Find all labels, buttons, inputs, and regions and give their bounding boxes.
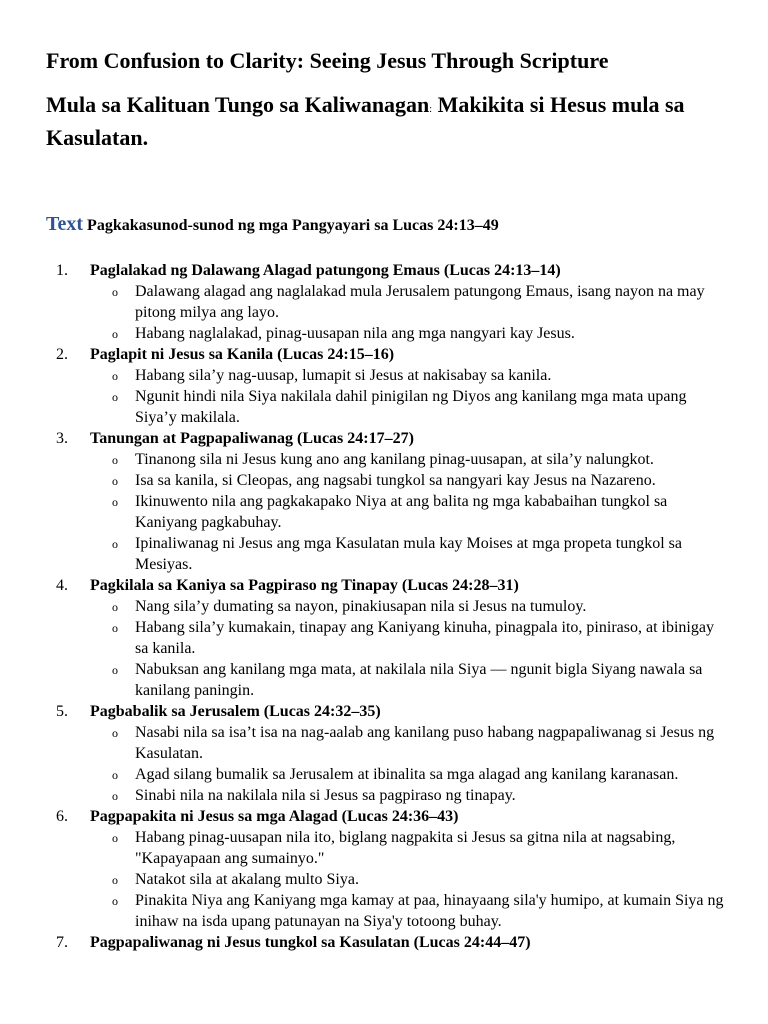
event-item — [0, 428, 768, 575]
event-point — [90, 596, 725, 617]
event-point — [90, 323, 725, 344]
event-title: Pagbabalik sa Jerusalem (Lucas 24:32–35) — [90, 703, 381, 720]
bullet-marker: o — [112, 390, 118, 404]
event-point-text: Nang sila’y dumating sa nayon, pinakiusapan nila si Jesus na tumuloy. — [135, 598, 587, 615]
event-point-text: Habang pinag-uusapan nila ito, biglang nagpakita si Jesus sa gitna nila at nagsabing, "Kapayapaan ang sumainyo." — [135, 829, 676, 867]
bullet-marker: o — [112, 789, 118, 803]
bullet-marker: o — [112, 726, 118, 740]
event-point — [90, 470, 725, 491]
event-points-list — [90, 827, 768, 932]
event-point — [90, 491, 725, 533]
event-points-list — [90, 722, 768, 806]
event-point-text: Ngunit hindi nila Siya nakilala dahil pinigilan ng Diyos ang kanilang mga mata upang Siya’y makilala. — [135, 388, 687, 426]
event-title: Pagpapakita ni Jesus sa mga Alagad (Lucas 24:36–43) — [90, 808, 459, 825]
event-points-list — [90, 596, 768, 701]
event-number: 7. — [56, 934, 68, 951]
event-point — [90, 722, 725, 764]
event-item — [0, 806, 768, 932]
bullet-marker: o — [112, 873, 118, 887]
section-heading — [46, 213, 499, 236]
event-points-list — [90, 281, 768, 344]
event-point — [90, 386, 725, 428]
event-number: 4. — [56, 577, 68, 594]
event-point — [90, 617, 725, 659]
event-point — [90, 890, 725, 932]
event-title: Tanungan at Pagpapaliwanag (Lucas 24:17–27) — [90, 430, 414, 447]
bullet-marker: o — [112, 537, 118, 551]
bullet-marker: o — [112, 327, 118, 341]
event-point-text: Agad silang bumalik sa Jerusalem at ibinalita sa mga alagad ang kanilang karanasan. — [135, 766, 679, 783]
event-number: 1. — [56, 262, 68, 279]
document-title-english: From Confusion to Clarity: Seeing Jesus Through Scripture — [46, 48, 609, 73]
event-point — [90, 785, 725, 806]
event-item — [0, 344, 768, 428]
event-point-text: Nasabi nila sa isa’t isa na nag-aalab ang kanilang puso habang nagpapaliwanag si Jesus ng Kasulatan. — [135, 724, 715, 762]
section-heading-text: Pagkakasunod-sunod ng mga Pangyayari sa Lucas 24:13–49 — [87, 217, 499, 234]
event-point-text: Habang sila’y nag-uusap, lumapit si Jesus at nakisabay sa kanila. — [135, 367, 552, 384]
event-title: Pagkilala sa Kaniya sa Pagpiraso ng Tinapay (Lucas 24:28–31) — [90, 577, 519, 594]
event-point-text: Habang sila’y kumakain, tinapay ang Kaniyang kinuha, pinagpala ito, piniraso, at ibinigay sa kanila. — [135, 619, 714, 657]
event-item — [0, 932, 768, 953]
event-point-text: Dalawang alagad ang naglalakad mula Jerusalem patungong Emaus, isang nayon na may pitong milya ang layo. — [135, 283, 705, 321]
event-title: Paglapit ni Jesus sa Kanila (Lucas 24:15–16) — [90, 346, 395, 363]
event-point — [90, 449, 725, 470]
event-point-text: Nabuksan ang kanilang mga mata, at nakilala nila Siya — ngunit bigla Siyang nawala sa kanilang paningin. — [135, 661, 703, 699]
section-label: Text — [46, 213, 84, 235]
event-point — [90, 869, 725, 890]
event-title: Pagpapaliwanag ni Jesus tungkol sa Kasulatan (Lucas 24:44–47) — [90, 934, 531, 951]
event-point — [90, 827, 725, 869]
event-point-text: Ikinuwento nila ang pagkakapako Niya at ang balita ng mga kababaihan tungkol sa Kaniyang pagkabuhay. — [135, 493, 668, 531]
title-tagalog-part-2: Makikita si Hesus mula sa Kasulatan. — [46, 92, 685, 150]
bullet-marker: o — [112, 495, 118, 509]
event-point-text: Sinabi nila na nakilala nila si Jesus sa pagpiraso ng tinapay. — [135, 787, 516, 804]
event-point-text: Habang naglalakad, pinag-uusapan nila ang mga nangyari kay Jesus. — [135, 325, 575, 342]
bullet-marker: o — [112, 600, 118, 614]
bullet-marker: o — [112, 621, 118, 635]
event-point — [90, 281, 725, 323]
bullet-marker: o — [112, 285, 118, 299]
event-point-text: Pinakita Niya ang Kaniyang mga kamay at paa, hinayaang sila'y humipo, at kumain Siya ng inihaw na isda upang patunayan na Siya'y totoong buhay. — [135, 892, 724, 930]
document-title-tagalog — [46, 91, 746, 152]
event-point-text: Tinanong sila ni Jesus kung ano ang kanilang pinag-uusapan, at sila’y nalungkot. — [135, 451, 654, 468]
event-point — [90, 659, 725, 701]
events-list — [0, 260, 768, 953]
event-number: 6. — [56, 808, 68, 825]
event-points-list — [90, 365, 768, 428]
event-point — [90, 764, 725, 785]
bullet-marker: o — [112, 663, 118, 677]
event-item — [0, 701, 768, 806]
event-point-text: Ipinaliwanag ni Jesus ang mga Kasulatan mula kay Moises at mga propeta tungkol sa Mesiyas. — [135, 535, 682, 573]
title-tagalog-part-1: Mula sa Kalituan Tungo sa Kaliwanagan — [46, 92, 430, 117]
event-point — [90, 365, 725, 386]
event-point — [90, 533, 725, 575]
bullet-marker: o — [112, 894, 118, 908]
event-item — [0, 260, 768, 344]
event-number: 2. — [56, 346, 68, 363]
event-number: 5. — [56, 703, 68, 720]
bullet-marker: o — [112, 831, 118, 845]
bullet-marker: o — [112, 768, 118, 782]
event-points-list — [90, 449, 768, 575]
event-item — [0, 575, 768, 701]
event-point-text: Isa sa kanila, si Cleopas, ang nagsabi tungkol sa nangyari kay Jesus na Nazareno. — [135, 472, 656, 489]
bullet-marker: o — [112, 369, 118, 383]
title-tagalog-separator: : — [429, 104, 433, 115]
event-point-text: Natakot sila at akalang multo Siya. — [135, 871, 359, 888]
event-title: Paglalakad ng Dalawang Alagad patungong Emaus (Lucas 24:13–14) — [90, 262, 561, 279]
event-number: 3. — [56, 430, 68, 447]
bullet-marker: o — [112, 474, 118, 488]
bullet-marker: o — [112, 453, 118, 467]
